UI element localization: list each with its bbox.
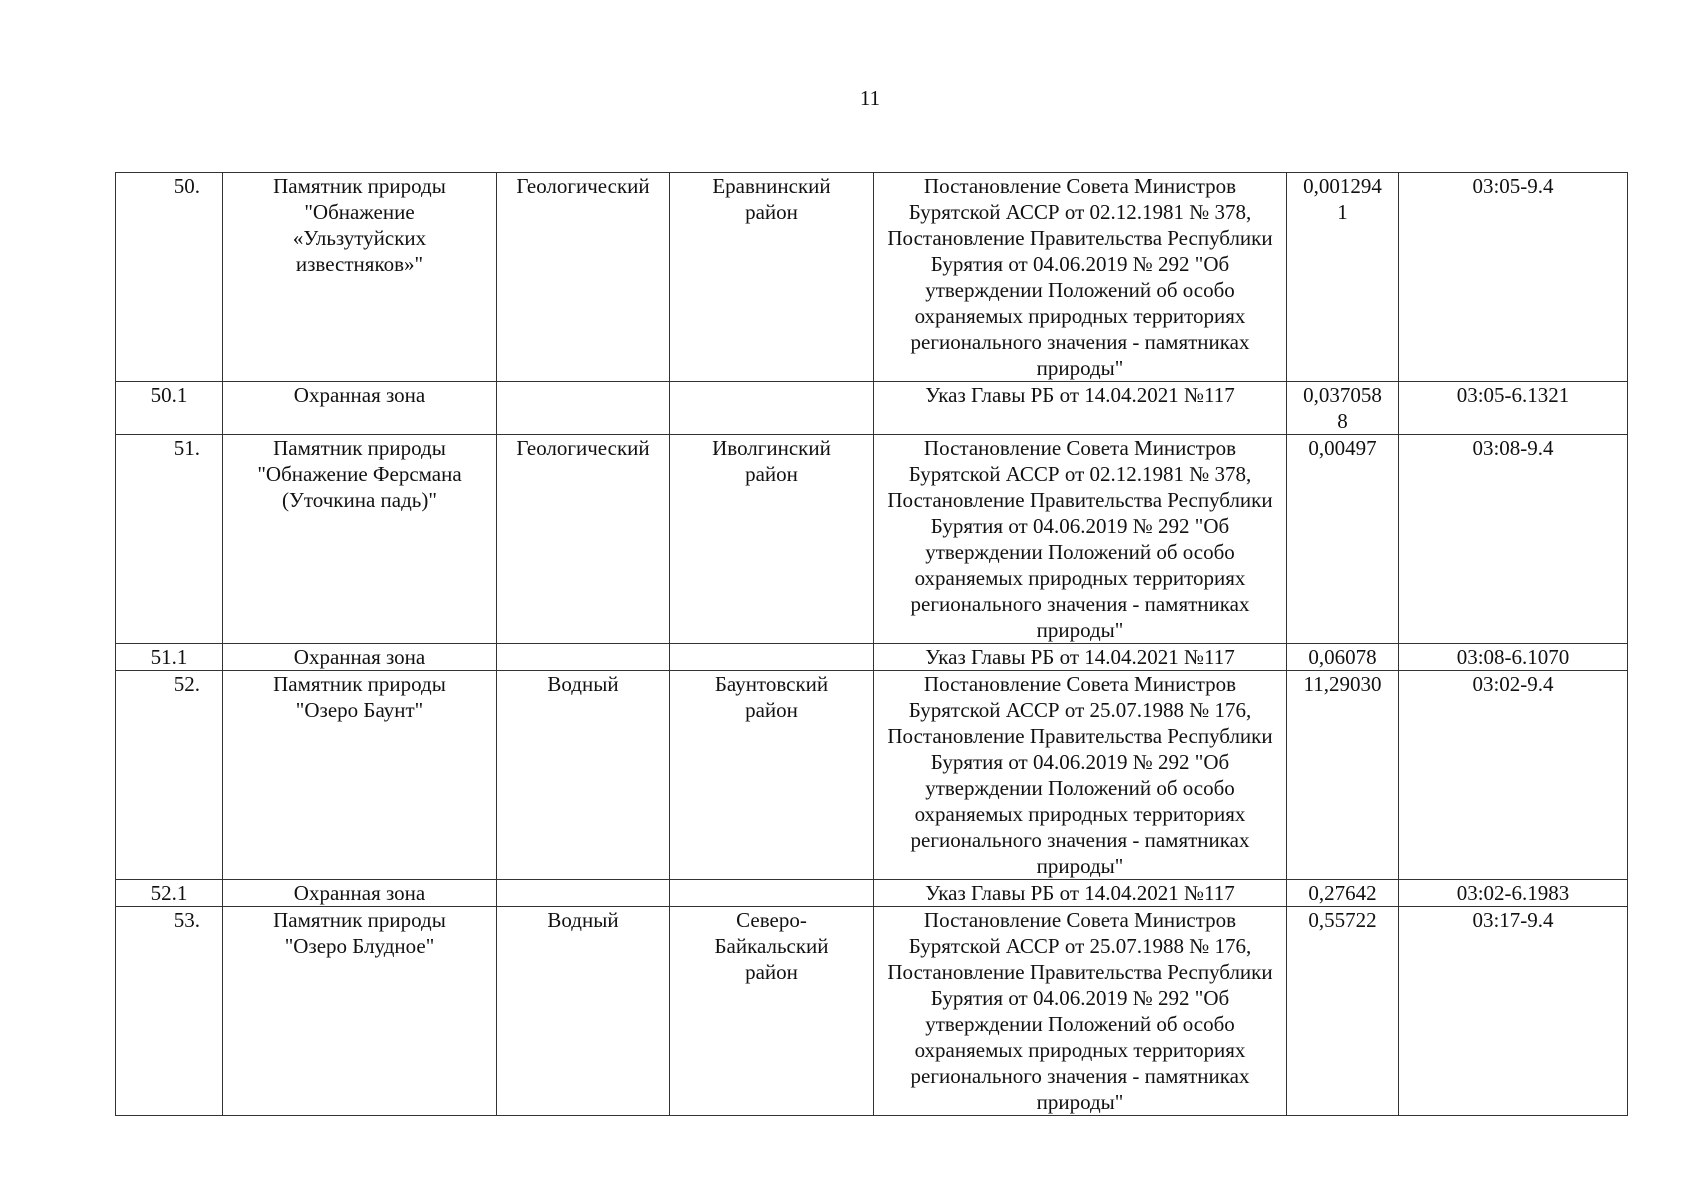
table-row (116, 907, 1628, 1116)
cadastral-number: 03:17-9.4 (1399, 907, 1628, 1116)
object-name: Памятник природы "Озеро Баунт" (223, 671, 497, 880)
district: Баунтовский район (670, 671, 874, 880)
area-value: 0,037058 8 (1287, 382, 1399, 435)
protected-areas-table (115, 172, 1628, 1116)
legal-document: Постановление Совета Министров Бурятской АССР от 02.12.1981 № 378, Постановление Правительства Республики Бурятия от 04.06.2019 № 292 "Об утверждении Положений об особо охраняемых природных территориях регионального значения - памятниках природы" (874, 435, 1287, 644)
row-number: 53. (116, 907, 223, 1116)
legal-document: Постановление Совета Министров Бурятской АССР от 02.12.1981 № 378, Постановление Правительства Республики Бурятия от 04.06.2019 № 292 "Об утверждении Положений об особо охраняемых природных территориях регионального значения - памятниках природы" (874, 173, 1287, 382)
row-number: 50.1 (116, 382, 223, 435)
area-value: 0,00497 (1287, 435, 1399, 644)
cadastral-number: 03:05-9.4 (1399, 173, 1628, 382)
table-row (116, 644, 1628, 671)
cadastral-number: 03:02-9.4 (1399, 671, 1628, 880)
area-value: 0,55722 (1287, 907, 1399, 1116)
district (670, 382, 874, 435)
object-profile (497, 644, 670, 671)
cadastral-number: 03:05-6.1321 (1399, 382, 1628, 435)
district: Иволгинский район (670, 435, 874, 644)
table-row (116, 671, 1628, 880)
district (670, 644, 874, 671)
legal-document: Указ Главы РБ от 14.04.2021 №117 (874, 382, 1287, 435)
legal-document: Указ Главы РБ от 14.04.2021 №117 (874, 880, 1287, 907)
object-name: Охранная зона (223, 644, 497, 671)
district: Еравнинский район (670, 173, 874, 382)
district (670, 880, 874, 907)
row-number: 52.1 (116, 880, 223, 907)
row-number: 51.1 (116, 644, 223, 671)
legal-document: Постановление Совета Министров Бурятской АССР от 25.07.1988 № 176, Постановление Правительства Республики Бурятия от 04.06.2019 № 292 "Об утверждении Положений об особо охраняемых природных территориях регионального значения - памятниках природы" (874, 907, 1287, 1116)
object-name: Памятник природы "Обнажение «Ульзутуйских известняков»" (223, 173, 497, 382)
area-value: 0,06078 (1287, 644, 1399, 671)
table-row (116, 382, 1628, 435)
object-name: Охранная зона (223, 880, 497, 907)
legal-document: Указ Главы РБ от 14.04.2021 №117 (874, 644, 1287, 671)
row-number: 52. (116, 671, 223, 880)
object-profile: Геологический (497, 173, 670, 382)
table-row (116, 173, 1628, 382)
row-number: 51. (116, 435, 223, 644)
object-profile (497, 880, 670, 907)
cadastral-number: 03:08-6.1070 (1399, 644, 1628, 671)
object-name: Охранная зона (223, 382, 497, 435)
cadastral-number: 03:08-9.4 (1399, 435, 1628, 644)
object-name: Памятник природы "Озеро Блудное" (223, 907, 497, 1116)
cadastral-number: 03:02-6.1983 (1399, 880, 1628, 907)
area-value: 11,29030 (1287, 671, 1399, 880)
object-profile (497, 382, 670, 435)
table-row (116, 880, 1628, 907)
area-value: 0,001294 1 (1287, 173, 1399, 382)
object-profile: Водный (497, 907, 670, 1116)
object-profile: Геологический (497, 435, 670, 644)
district: Северо- Байкальский район (670, 907, 874, 1116)
object-profile: Водный (497, 671, 670, 880)
page-number: 11 (859, 86, 881, 110)
area-value: 0,27642 (1287, 880, 1399, 907)
table-row (116, 435, 1628, 644)
legal-document: Постановление Совета Министров Бурятской АССР от 25.07.1988 № 176, Постановление Правительства Республики Бурятия от 04.06.2019 № 292 "Об утверждении Положений об особо охраняемых природных территориях регионального значения - памятниках природы" (874, 671, 1287, 880)
object-name: Памятник природы "Обнажение Ферсмана (Уточкина падь)" (223, 435, 497, 644)
row-number: 50. (116, 173, 223, 382)
